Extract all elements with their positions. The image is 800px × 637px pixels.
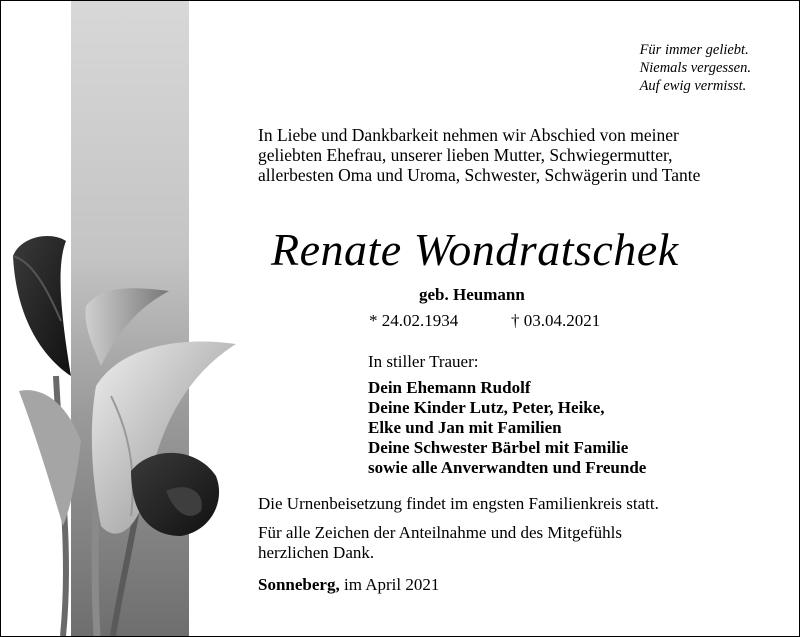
mourner-line: Deine Schwester Bärbel mit Familie: [368, 438, 629, 457]
place: Sonneberg,: [258, 575, 340, 594]
intro-line: geliebten Ehefrau, unserer lieben Mutter, Schwiegermutter,: [258, 145, 673, 165]
motto-line: Für immer geliebt.: [639, 42, 749, 58]
intro-text: [258, 125, 700, 185]
motto: [640, 41, 751, 95]
deceased-name: Renate Wondratschek: [271, 224, 679, 275]
thanks-line: herzlichen Dank.: [258, 543, 375, 562]
motto-line: Auf ewig vermisst.: [639, 78, 747, 94]
birth-date: * 24.02.1934: [369, 311, 459, 330]
death-date: † 03.04.2021: [511, 311, 601, 330]
intro-line: In Liebe und Dankbarkeit nehmen wir Abschied von meiner: [258, 125, 679, 145]
thanks-line: Für alle Zeichen der Anteilnahme und des Mitgefühls: [258, 523, 622, 542]
place-date: [258, 575, 439, 595]
mourning-label: In stiller Trauer:: [368, 352, 479, 371]
date: im April 2021: [339, 575, 440, 594]
maiden-name: geb. Heumann: [419, 285, 525, 304]
thanks-text: [258, 523, 622, 563]
motto-line: Niemals vergessen.: [639, 60, 751, 76]
calla-lily-icon: [1, 226, 241, 636]
mourner-line: Deine Kinder Lutz, Peter, Heike,: [368, 398, 605, 417]
mourner-line: Dein Ehemann Rudolf: [368, 378, 531, 397]
urn-notice: Die Urnenbeisetzung findet im engsten Familienkreis statt.: [258, 494, 659, 513]
intro-line: allerbesten Oma und Uroma, Schwester, Schwägerin und Tante: [258, 165, 701, 185]
mourners-list: [368, 378, 646, 478]
mourner-line: Elke und Jan mit Familien: [368, 418, 562, 437]
mourner-line: sowie alle Anverwandten und Freunde: [368, 458, 647, 477]
